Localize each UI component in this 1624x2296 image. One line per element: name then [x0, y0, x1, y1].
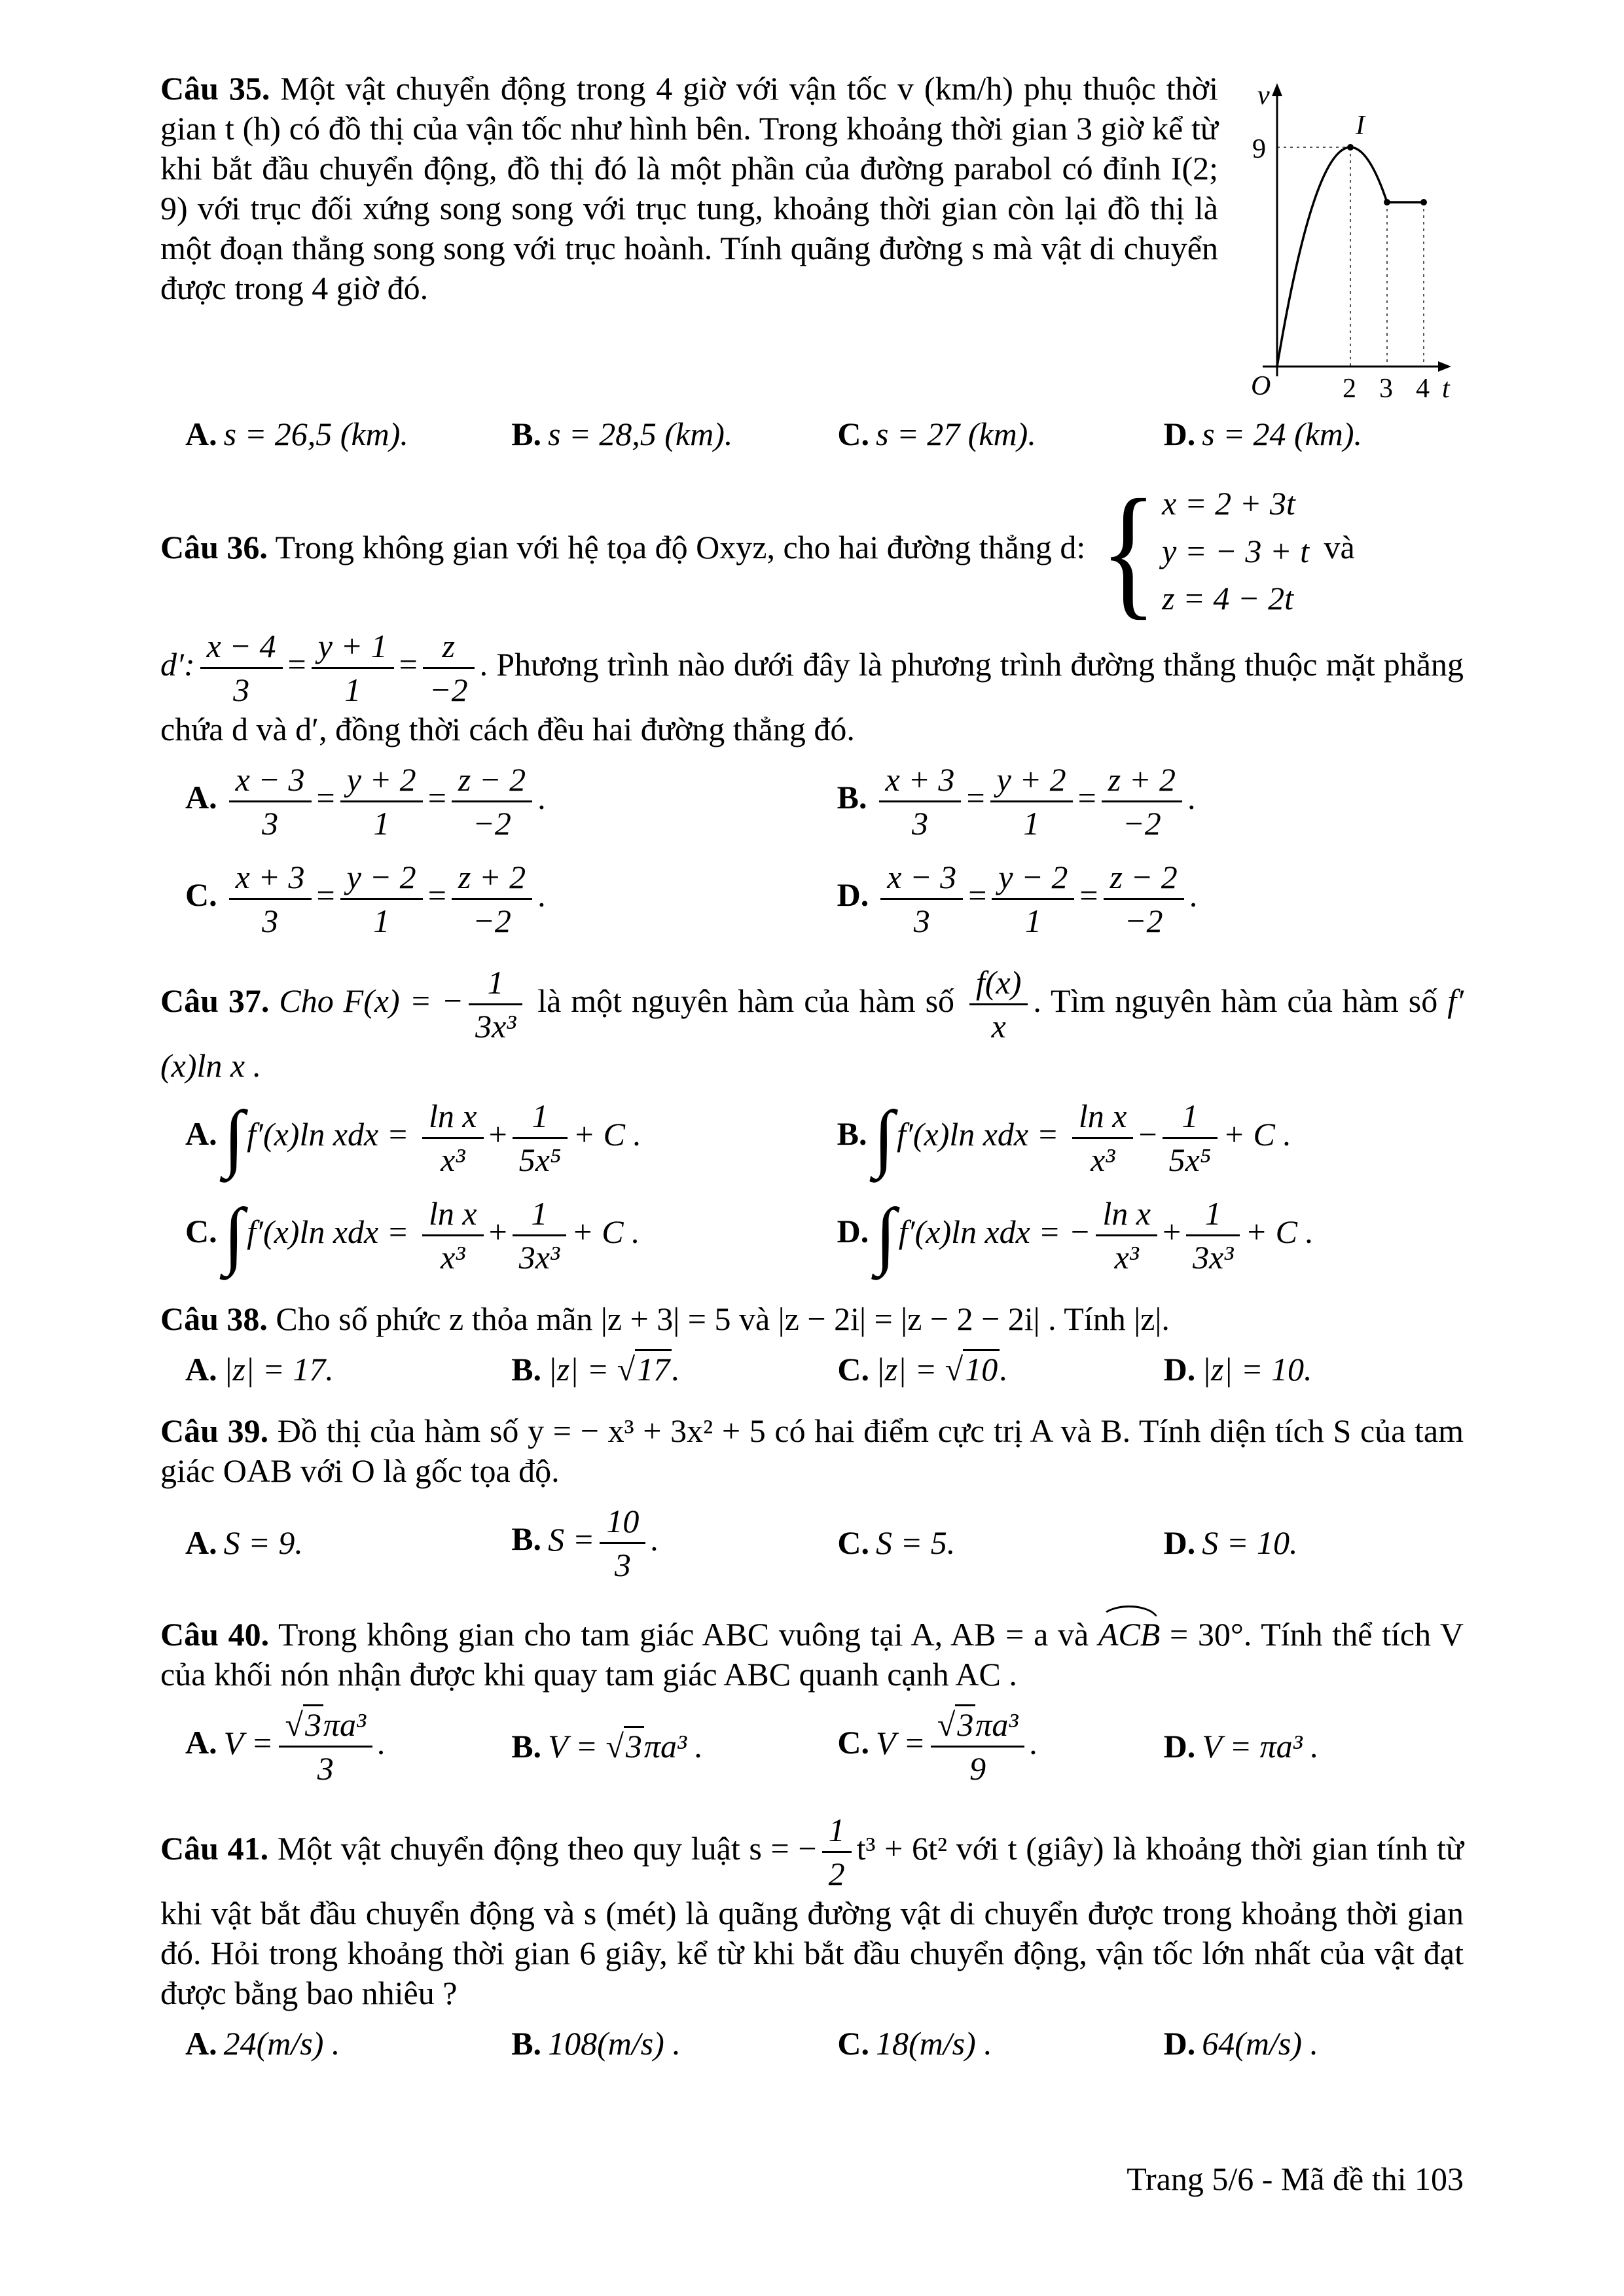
- question-text: Trong không gian với hệ tọa độ Oxyz, cho hai đường thẳng d:: [275, 529, 1086, 566]
- option-value: 108(m/s) .: [548, 2024, 681, 2062]
- option-lhs: f′(x)ln xdx =: [247, 1213, 409, 1250]
- question-39: [160, 1411, 1464, 1585]
- option-value: s = 27 (km).: [876, 416, 1036, 452]
- fraction-numerator: y − 2: [998, 858, 1068, 895]
- options-grid: [185, 760, 1464, 941]
- segment-end-point: [1420, 199, 1427, 206]
- fraction: [600, 1501, 645, 1585]
- option-C: [837, 1705, 1163, 1788]
- option-pre: V =: [548, 1728, 598, 1765]
- fraction-denominator: −2: [452, 898, 532, 941]
- operator: +: [488, 1213, 507, 1250]
- options-row: [185, 2024, 1464, 2063]
- option-end: .: [1000, 1350, 1008, 1388]
- velocity-time-graph: [1238, 69, 1464, 409]
- option-D: [1164, 1727, 1464, 1766]
- fraction: [992, 857, 1074, 941]
- option-B: [837, 760, 1464, 843]
- fraction: [1186, 1194, 1240, 1277]
- fraction: [1104, 857, 1184, 941]
- fraction: [1096, 1194, 1157, 1277]
- radical-icon: √: [945, 1350, 964, 1388]
- option-value: s = 24 (km).: [1202, 416, 1363, 452]
- numerator-rest: πa³: [323, 1706, 366, 1743]
- fraction-numerator: 1: [1204, 1194, 1221, 1232]
- fraction-denominator: 3: [229, 800, 312, 843]
- fraction: [229, 857, 312, 941]
- option-C: [185, 857, 837, 941]
- question-label: Câu 40.: [160, 1615, 270, 1653]
- question-text: và: [1324, 529, 1355, 566]
- equals-sign: =: [427, 779, 446, 816]
- radicand: 10: [963, 1349, 1000, 1388]
- fraction-denominator: x³: [422, 1234, 484, 1277]
- peak-label-I: I: [1356, 111, 1365, 141]
- option-letter: A.: [185, 2024, 217, 2062]
- fraction-denominator: 3: [879, 800, 962, 843]
- fraction: [340, 760, 423, 843]
- velocity-time-figure: [1238, 69, 1464, 409]
- fraction-denominator: 5x⁵: [513, 1137, 568, 1179]
- question-text: Trong không gian cho tam giác ABC vuông tại A, AB = a và: [278, 1615, 1089, 1653]
- option-value: 24(m/s) .: [223, 2024, 340, 2062]
- option-letter: D.: [1163, 2024, 1196, 2062]
- fraction: [312, 626, 394, 709]
- fraction-numerator: [279, 1705, 373, 1746]
- fraction-numerator: z − 2: [1110, 858, 1178, 895]
- option-letter: A.: [185, 1115, 217, 1153]
- option-C: C.∫f′(x)ln xdx = $\frac{\text{ln x}}{\text{x³}}$ + $\frac{1}{\text{3x³}}$ + C .: [185, 1193, 640, 1276]
- fraction-denominator: −2: [423, 667, 475, 709]
- fraction-numerator: ln x: [428, 1097, 477, 1134]
- question-35: [160, 69, 1464, 454]
- option-letter: B.: [511, 1728, 542, 1765]
- fraction-numerator: 10: [606, 1502, 640, 1539]
- equals-sign: =: [1077, 779, 1096, 816]
- question-text: Cho số phức z thỏa mãn |z + 3| = 5 và |z − 2i| = |z − 2 − 2i| . Tính |z|.: [276, 1300, 1170, 1337]
- fraction-denominator: 5x⁵: [1163, 1137, 1218, 1179]
- fraction-denominator: 3: [200, 667, 283, 709]
- option-value: S = 9.: [223, 1524, 303, 1561]
- option-letter: B.: [837, 1115, 867, 1153]
- option-letter: A.: [185, 416, 217, 452]
- option-A: [185, 2024, 511, 2063]
- option-value: |z| = 17.: [223, 1350, 334, 1388]
- option-pre: |z| =: [876, 1350, 937, 1388]
- square-root: [945, 1349, 1000, 1388]
- option-tail: + C .: [571, 1213, 640, 1250]
- target-function: f′(x)ln x .: [160, 982, 1464, 1084]
- square-root: [617, 1349, 672, 1388]
- question-40: [160, 1607, 1464, 1788]
- question-text: . Tìm nguyên hàm của hàm số: [1033, 982, 1438, 1019]
- fraction-numerator: y + 1: [317, 627, 388, 664]
- question-body: [160, 469, 1464, 632]
- fraction-numerator: 1: [531, 1194, 548, 1232]
- fraction-denominator: 3: [229, 898, 312, 941]
- fraction-denominator: 3: [880, 898, 963, 941]
- option-value: S = 5.: [876, 1524, 956, 1561]
- fraction-numerator: x + 3: [885, 761, 955, 798]
- fraction-denominator: 3: [600, 1542, 645, 1585]
- option-B: [511, 414, 837, 454]
- fraction-numerator: y − 2: [346, 858, 416, 895]
- option-letter: B.: [511, 1350, 542, 1388]
- fraction-numerator: ln x: [428, 1194, 477, 1232]
- option-D: [837, 857, 1464, 941]
- fraction-numerator: f(x): [976, 963, 1022, 1001]
- sign: −: [1068, 1213, 1091, 1250]
- angle-arc-hat: ACB: [1098, 1615, 1160, 1655]
- system-line-x: x = 2 + 3t: [1162, 485, 1295, 522]
- option-letter: B.: [837, 779, 867, 816]
- option-letter: C.: [837, 1524, 870, 1561]
- fraction-denominator: x³: [1096, 1234, 1157, 1277]
- fraction: [469, 963, 522, 1046]
- question-38: [160, 1299, 1464, 1389]
- fraction: [1072, 1096, 1134, 1179]
- option-value: 18(m/s) .: [876, 2024, 992, 2062]
- option-A: [185, 760, 837, 843]
- equals-sign: =: [316, 876, 335, 914]
- fraction: [340, 857, 423, 941]
- value-label-9: 9: [1252, 134, 1266, 164]
- question-label: Câu 41.: [160, 1829, 269, 1867]
- fraction-numerator: x − 4: [206, 627, 276, 664]
- option-A: A.∫f′(x)ln xdx = $\frac{\text{ln x}}{\text{x³}}$ + $\frac{1}{\text{5x⁵}}$ + C .: [185, 1096, 641, 1179]
- fraction-denominator: x³: [1072, 1137, 1134, 1179]
- option-end: .: [672, 1350, 680, 1388]
- options-row: [185, 1705, 1464, 1788]
- option-letter: B.: [511, 1520, 542, 1558]
- option-C: [837, 1523, 1163, 1562]
- fraction: [513, 1096, 568, 1179]
- option-lhs: f′(x)ln xdx =: [898, 1213, 1061, 1250]
- operator: +: [1162, 1213, 1182, 1250]
- option-value: 64(m/s) .: [1202, 2024, 1319, 2062]
- graph-axes: [1263, 88, 1446, 376]
- option-letter: C.: [837, 416, 870, 452]
- options-grid: [185, 1096, 1464, 1277]
- fraction: [452, 857, 532, 941]
- option-letter: B.: [511, 416, 542, 452]
- question-body-line2: [160, 626, 1464, 749]
- option-value: V = πa³ .: [1202, 1728, 1319, 1765]
- fraction-denominator: x³: [422, 1137, 484, 1179]
- fraction-denominator: 1: [340, 898, 423, 941]
- fraction-denominator: 2: [822, 1851, 852, 1893]
- equals-sign: =: [427, 876, 446, 914]
- square-root: [605, 1726, 643, 1765]
- fraction: [969, 963, 1028, 1046]
- fraction-denominator: 1: [990, 800, 1073, 843]
- system-equations: [1162, 480, 1309, 622]
- question-body: [160, 1810, 1464, 2013]
- question-label: Câu 38.: [160, 1300, 268, 1337]
- option-letter: D.: [837, 876, 869, 914]
- option-B: B.∫f′(x)ln xdx = $\frac{\text{ln x}}{\text{x³}}$ − $\frac{1}{\text{5x⁵}}$ + C .: [837, 1096, 1291, 1179]
- fraction-denominator: −2: [1104, 898, 1184, 941]
- option-letter: C.: [837, 1350, 870, 1388]
- option-B: [511, 2024, 837, 2063]
- option-B: [511, 1501, 837, 1585]
- fraction-numerator: ln x: [1078, 1097, 1127, 1134]
- question-41: [160, 1810, 1464, 2063]
- option-value: s = 26,5 (km).: [223, 416, 408, 452]
- option-pre: V =: [223, 1724, 274, 1761]
- fraction-numerator: z: [442, 627, 455, 664]
- page-footer: Trang 5/6 - Mã đề thi 103: [1127, 2161, 1464, 2197]
- fraction-denominator: −2: [1102, 800, 1182, 843]
- fraction-denominator: 9: [931, 1746, 1025, 1788]
- fraction-numerator: y + 2: [996, 761, 1066, 798]
- options-row: [185, 1350, 1464, 1389]
- question-text: . Phương trình nào dưới đây là phương trình đường thẳng thuộc mặt phẳng chứa d và d′, đồng thời cách đều hai đường thẳng đó.: [160, 645, 1464, 747]
- fraction-numerator: x − 3: [887, 858, 957, 895]
- option-value: s = 28,5 (km).: [548, 416, 733, 452]
- system-line-y: y = − 3 + t: [1162, 532, 1309, 569]
- fraction-denominator: 3: [279, 1746, 373, 1788]
- option-end: .: [378, 1724, 386, 1761]
- option-value: S = 10.: [1202, 1524, 1298, 1561]
- fraction-numerator: [931, 1705, 1025, 1746]
- option-letter: D.: [1163, 416, 1196, 452]
- question-body: [160, 1607, 1464, 1695]
- question-label: Câu 36.: [160, 529, 268, 566]
- fraction-numerator: 1: [532, 1097, 549, 1134]
- radicand: 17: [635, 1349, 672, 1388]
- option-C: [837, 414, 1163, 454]
- option-D: [1164, 2024, 1464, 2063]
- fraction-denominator: 1: [312, 667, 394, 709]
- fraction-numerator: z + 2: [1108, 761, 1176, 798]
- segment-start-point: [1384, 199, 1390, 206]
- option-letter: C.: [185, 1213, 217, 1250]
- option-letter: A.: [185, 779, 217, 816]
- option-C: [837, 1350, 1163, 1389]
- question-body: [160, 963, 1464, 1086]
- option-letter: C.: [185, 876, 217, 914]
- option-letter: A.: [185, 1350, 217, 1388]
- fraction-denominator: 3x³: [1186, 1234, 1240, 1277]
- peak-point: [1347, 144, 1354, 151]
- fraction-numerator: 1: [487, 963, 504, 1001]
- option-letter: D.: [837, 1213, 869, 1250]
- options-row: [185, 414, 1464, 454]
- question-text: Một vật chuyển động theo quy luật s = −: [277, 1829, 817, 1867]
- option-end: .: [1189, 876, 1198, 914]
- fraction-numerator: x − 3: [235, 761, 305, 798]
- question-text: = 30°. Tính thể tích V của khối nón nhận được khi quay tam giác ABC quanh cạnh AC .: [160, 1615, 1464, 1693]
- fraction: [422, 1096, 484, 1179]
- operator: +: [488, 1115, 507, 1153]
- v-axis-arrow: [1272, 83, 1282, 96]
- fraction: [422, 1194, 484, 1277]
- fraction: [279, 1705, 373, 1788]
- fraction: [452, 760, 532, 843]
- option-letter: B.: [511, 2024, 542, 2062]
- fraction: [931, 1705, 1025, 1788]
- radical-icon: √: [285, 1706, 303, 1743]
- option-end: .: [537, 779, 546, 816]
- option-end: .: [1187, 779, 1196, 816]
- question-text: Cho F(x) = −: [279, 982, 464, 1019]
- options-row: [185, 1501, 1464, 1585]
- equals-sign: =: [1079, 876, 1098, 914]
- option-letter: A.: [185, 1724, 217, 1761]
- option-D: [1164, 414, 1464, 454]
- option-A: [185, 414, 511, 454]
- fraction-numerator: y + 2: [346, 761, 416, 798]
- fraction-numerator: x + 3: [235, 858, 305, 895]
- fraction-numerator: 1: [828, 1811, 845, 1848]
- question-36: [160, 469, 1464, 941]
- fraction: [879, 760, 962, 843]
- option-value: |z| = 10.: [1202, 1350, 1312, 1388]
- option-A: [185, 1523, 511, 1562]
- question-body: [160, 1411, 1464, 1491]
- option-rest: πa³ .: [643, 1728, 703, 1765]
- option-letter: C.: [837, 2024, 870, 2062]
- option-A: [185, 1350, 511, 1389]
- equals-sign: =: [287, 645, 306, 683]
- fraction-numerator: z − 2: [458, 761, 526, 798]
- fraction-denominator: −2: [452, 800, 532, 843]
- t-axis-arrow: [1438, 361, 1451, 372]
- question-text: Đồ thị của hàm số y = − x³ + 3x² + 5 có hai điểm cực trị A và B. Tính diện tích S của tam giác OAB với O là gốc tọa độ.: [160, 1412, 1464, 1489]
- option-D: D.∫f′(x)ln xdx = − $\frac{\text{ln x}}{\text{x³}}$ + $\frac{1}{\text{3x³}}$ + C .: [837, 1193, 1314, 1276]
- fraction-numerator: 1: [1182, 1097, 1199, 1134]
- fraction: [513, 1194, 566, 1277]
- option-letter: D.: [1163, 1524, 1196, 1561]
- tick-label-3: 3: [1379, 374, 1393, 404]
- option-pre: V =: [876, 1724, 926, 1761]
- equals-sign: =: [968, 876, 987, 914]
- fraction: [880, 857, 963, 941]
- fraction: [1163, 1096, 1218, 1179]
- radicand: 3: [624, 1726, 644, 1765]
- option-D: [1164, 1350, 1464, 1389]
- question-text: Một vật chuyển động trong 4 giờ với vận tốc v (km/h) phụ thuộc thời gian t (h) có đồ thị của vận tốc như hình bên. Trong khoảng thời gian 3 giờ kể từ khi bắt đầu chuyển động, đồ thị đó là một phần của đường parabol có đỉnh I(2; 9) với trục đối xứng song song với trục tung, khoảng thời gian còn lại đồ thị là một đoạn thẳng song song với trục hoành. Tính quãng đường s mà vật di chuyển được trong 4 giờ đó.: [160, 70, 1219, 306]
- fraction-denominator: 3x³: [513, 1234, 566, 1277]
- fraction-numerator: ln x: [1102, 1194, 1151, 1232]
- fraction: [990, 760, 1073, 843]
- option-pre: |z| =: [548, 1350, 609, 1388]
- radical-icon: √: [937, 1706, 956, 1743]
- fraction-denominator: 1: [992, 898, 1074, 941]
- option-tail: + C .: [1223, 1115, 1291, 1153]
- question-37: [160, 963, 1464, 1277]
- radicand: 3: [955, 1704, 975, 1743]
- radicand: 3: [303, 1704, 323, 1743]
- option-end: .: [1030, 1724, 1038, 1761]
- option-end: .: [651, 1520, 659, 1558]
- question-label: Câu 37.: [160, 982, 270, 1019]
- radical-icon: √: [605, 1728, 624, 1765]
- question-label: Câu 39.: [160, 1412, 269, 1449]
- option-pre: S =: [548, 1520, 595, 1558]
- question-text: là một nguyên hàm của hàm số: [537, 982, 955, 1019]
- option-C: [837, 2024, 1163, 2063]
- axis-label-t: t: [1442, 374, 1450, 404]
- equals-sign: =: [399, 645, 418, 683]
- question-text: t³ + 6t² với t (giây) là khoảng thời gian tính từ khi vật bắt đầu chuyển động và s (mét) là quãng đường vật di chuyển được trong khoảng thời gian đó. Hỏi trong khoảng thời gian 6 giây, kể từ khi bắt đầu chuyển động, vận tốc lớn nhất của vật đạt được bằng bao nhiêu ?: [160, 1829, 1464, 2011]
- system-line-z: z = 4 − 2t: [1162, 580, 1294, 617]
- fraction-denominator: 3x³: [469, 1003, 522, 1046]
- axis-label-v: v: [1257, 81, 1270, 111]
- fraction: [229, 760, 312, 843]
- equals-sign: =: [316, 779, 335, 816]
- option-B: [511, 1727, 837, 1766]
- option-letter: D.: [1163, 1350, 1196, 1388]
- option-lhs: f′(x)ln xdx =: [897, 1115, 1059, 1153]
- option-D: [1164, 1523, 1464, 1562]
- option-lhs: f′(x)ln xdx =: [247, 1115, 409, 1153]
- fraction-denominator: 1: [340, 800, 423, 843]
- origin-label-O: O: [1251, 371, 1271, 401]
- d-prime-label: d′:: [160, 645, 195, 683]
- option-letter: C.: [837, 1724, 870, 1761]
- option-tail: + C .: [573, 1115, 641, 1153]
- tick-label-4: 4: [1416, 374, 1430, 404]
- fraction: [822, 1810, 852, 1893]
- numerator-rest: πa³: [975, 1706, 1019, 1743]
- radical-icon: √: [617, 1350, 636, 1388]
- option-tail: + C .: [1245, 1213, 1314, 1250]
- fraction-denominator: x: [969, 1003, 1028, 1046]
- fraction-numerator: z + 2: [458, 858, 526, 895]
- tick-label-2: 2: [1343, 374, 1356, 404]
- question-body: [160, 1299, 1464, 1339]
- option-letter: A.: [185, 1524, 217, 1561]
- parametric-system: { x = 2 + 3t y = − 3 + t z = 4 − 2t: [1100, 469, 1309, 632]
- option-letter: D.: [1163, 1728, 1196, 1765]
- option-B: [511, 1350, 837, 1389]
- operator: −: [1138, 1115, 1157, 1153]
- option-A: [185, 1705, 511, 1788]
- question-label: Câu 35.: [160, 70, 270, 107]
- fraction: [423, 626, 475, 709]
- option-end: .: [537, 876, 546, 914]
- fraction: [200, 626, 283, 709]
- fraction: [1102, 760, 1182, 843]
- equals-sign: =: [966, 779, 985, 816]
